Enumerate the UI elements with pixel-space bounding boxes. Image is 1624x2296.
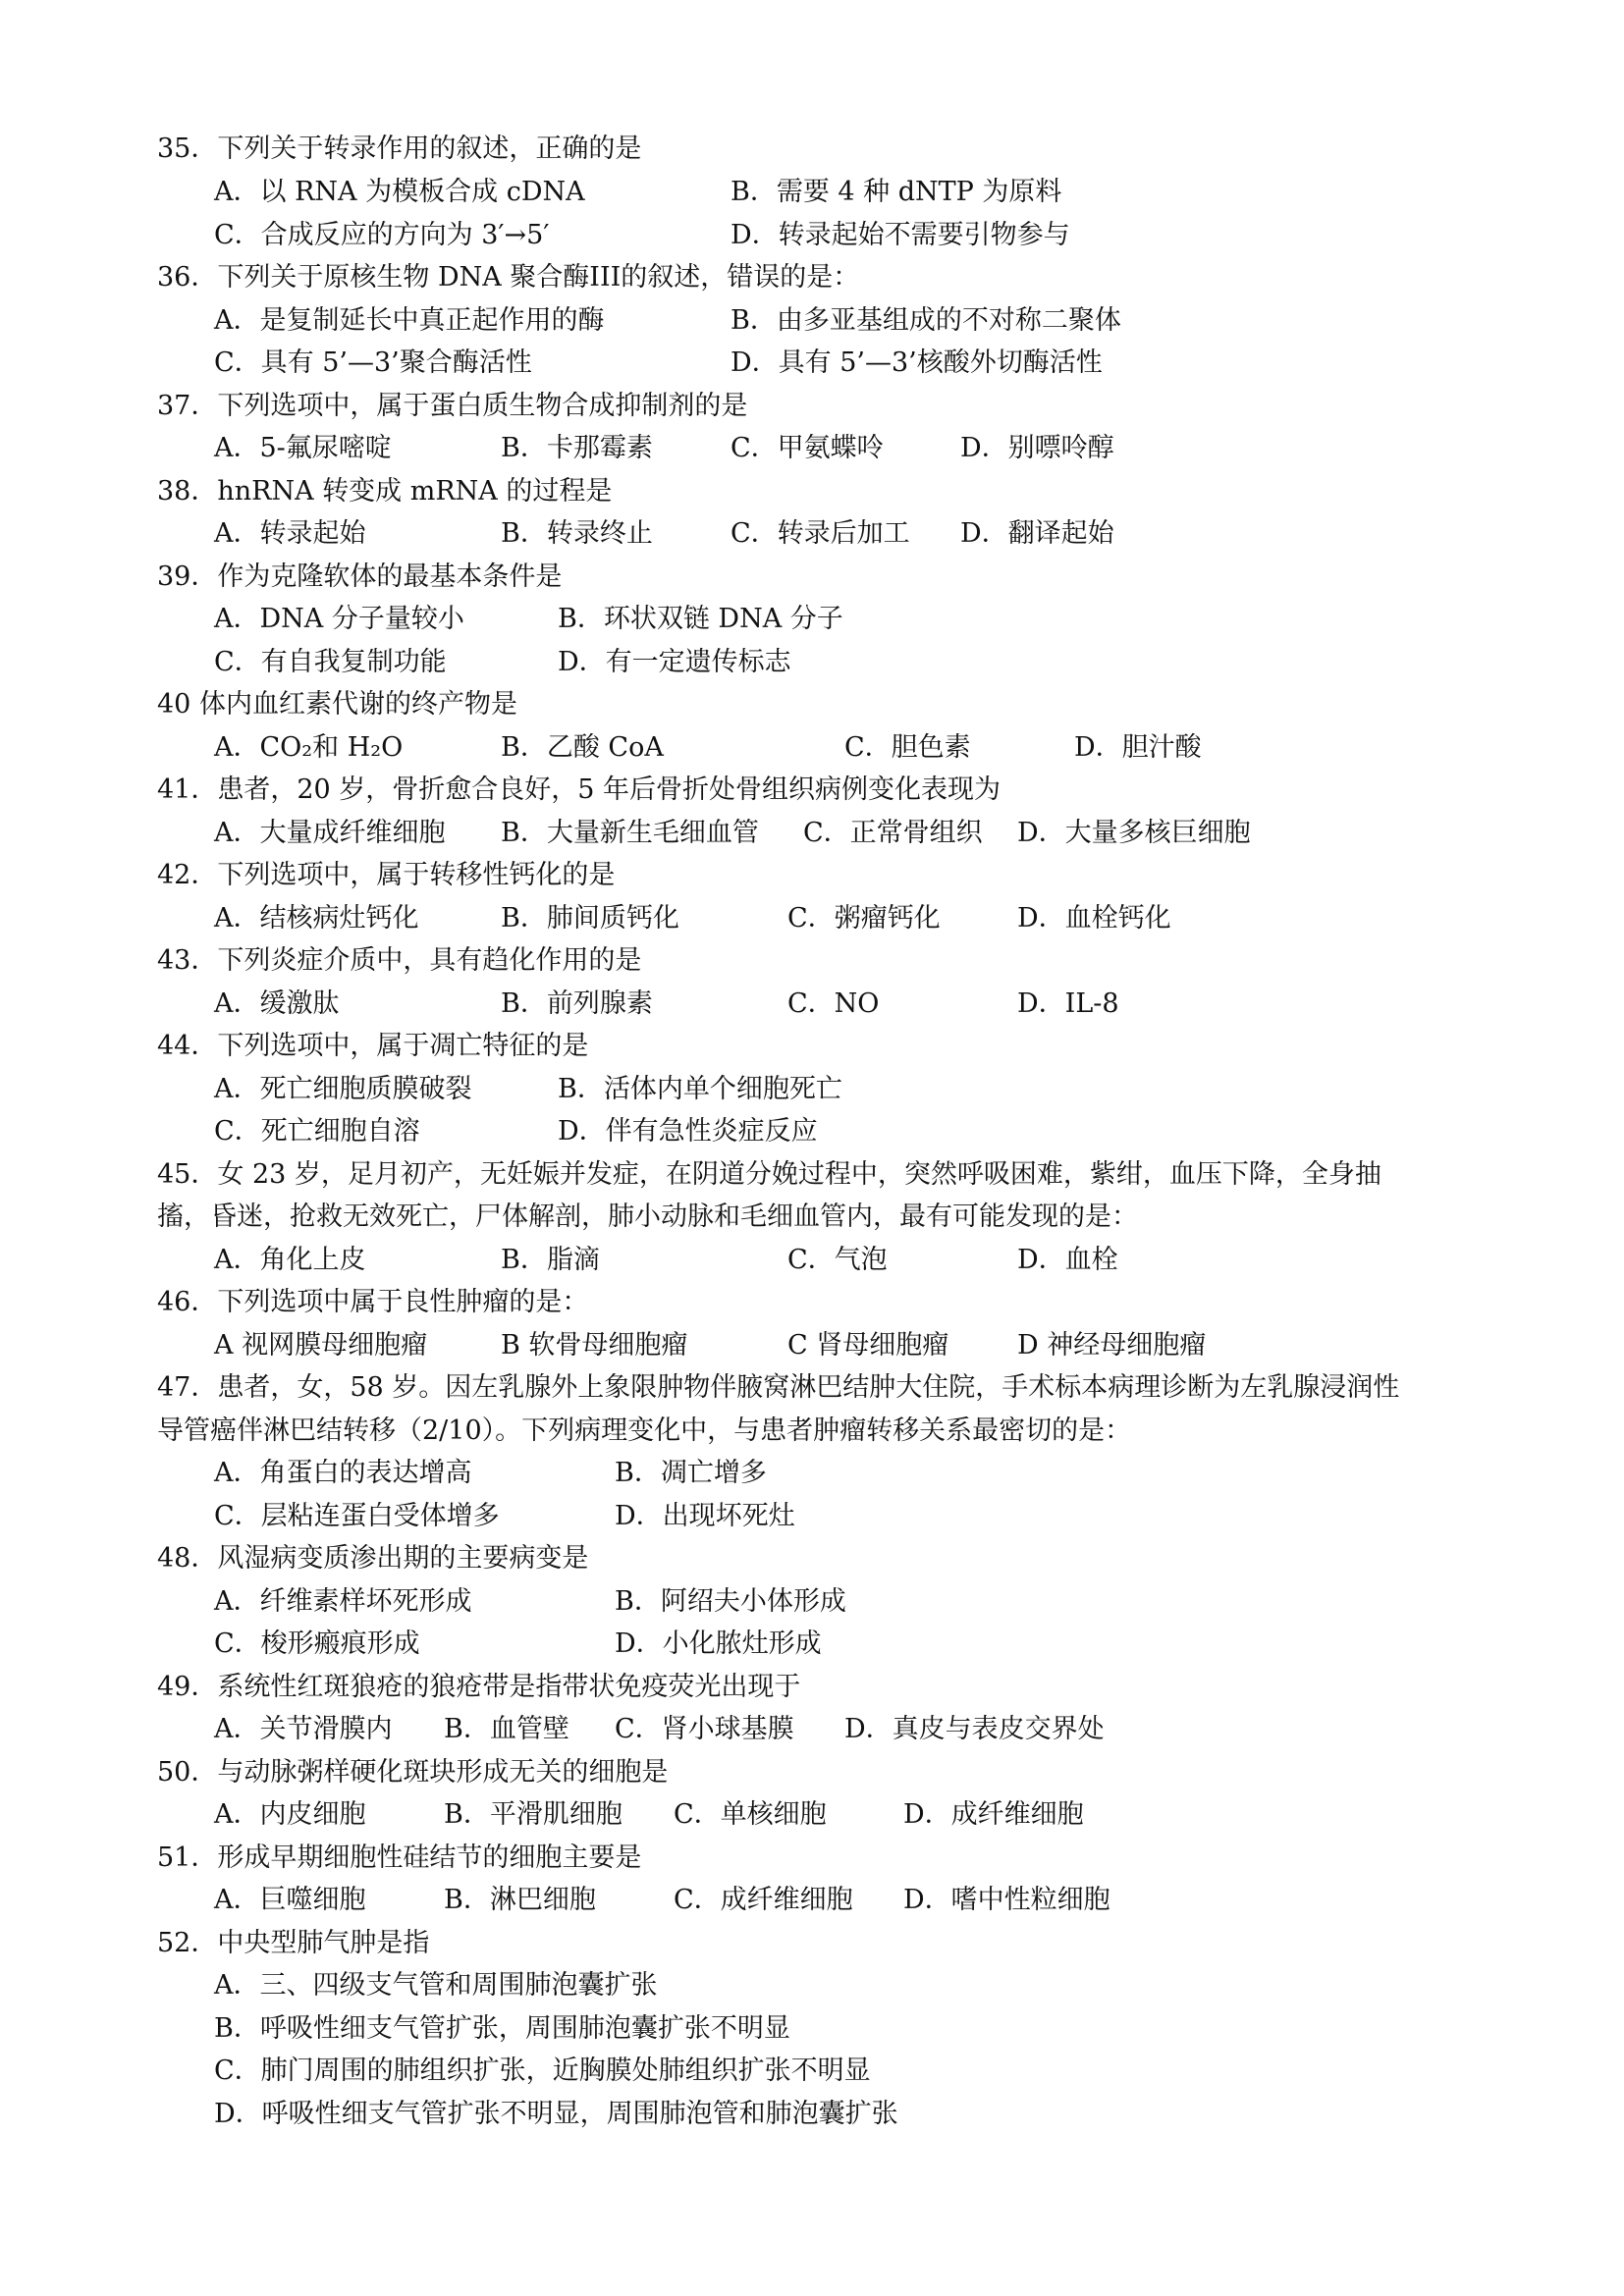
option: B．淋巴细胞: [444, 1885, 596, 1915]
option: C．转录后加工: [731, 518, 910, 549]
option: A．以 RNA 为模板合成 cDNA: [214, 177, 585, 207]
option: A．纤维素样坏死形成: [214, 1586, 472, 1617]
option: D．有一定遗传标志: [558, 647, 791, 677]
option-row: [0, 1793, 1624, 1837]
option: B．需要 4 种 dNTP 为原料: [731, 177, 1062, 207]
option: C．层粘连蛋白受体增多: [214, 1501, 500, 1531]
option-row: [0, 214, 1624, 257]
question-45-continued: [0, 1196, 1624, 1239]
option-row: [0, 342, 1624, 385]
option: A 视网膜母细胞瘤: [214, 1330, 428, 1361]
question-stem: 36．下列关于原核生物 DNA 聚合酶III的叙述，错误的是：: [157, 262, 860, 293]
question-35: [0, 128, 1624, 171]
option: D．真皮与表皮交界处: [844, 1714, 1105, 1744]
option: B．活体内单个细胞死亡: [558, 1074, 842, 1104]
question-52: [0, 1922, 1624, 1965]
option-row: [0, 598, 1624, 641]
option: B．卡那霉素: [501, 433, 653, 463]
option: C．有自我复制功能: [214, 647, 447, 677]
option: A．缓激肽: [214, 988, 340, 1019]
option-row: [0, 1239, 1624, 1282]
option: D．血栓: [1017, 1245, 1118, 1275]
question-stem: 41．患者，20 岁，骨折愈合良好，5 年后骨折处骨组织病例变化表现为: [157, 774, 1001, 805]
option-row: [0, 2007, 1624, 2051]
question-48: [0, 1537, 1624, 1580]
question-stem: 43．下列炎症介质中，具有趋化作用的是: [157, 945, 642, 976]
question-51: [0, 1837, 1624, 1880]
option-row: [0, 1580, 1624, 1624]
question-stem: 49．系统性红斑狼疮的狼疮带是指带状免疫荧光出现于: [157, 1672, 801, 1702]
question-stem: 51．形成早期细胞性硅结节的细胞主要是: [157, 1842, 642, 1873]
option: D．伴有急性炎症反应: [558, 1116, 818, 1147]
option-row: [0, 1964, 1624, 2007]
option-row: [0, 812, 1624, 855]
option: C．NO: [787, 988, 880, 1019]
option: D．翻译起始: [960, 518, 1114, 549]
option: C．死亡细胞自溶: [214, 1116, 420, 1147]
option-row: [0, 897, 1624, 940]
option-row: [0, 641, 1624, 684]
question-41: [0, 769, 1624, 812]
option: D．呼吸性细支气管扩张不明显，周围肺泡管和肺泡囊扩张: [214, 2099, 898, 2129]
option-row: [0, 726, 1624, 770]
option: B．血管壁: [444, 1714, 569, 1744]
question-46: [0, 1281, 1624, 1324]
option: C．正常骨组织: [803, 818, 983, 848]
option: D．血栓钙化: [1017, 903, 1171, 934]
question-43: [0, 939, 1624, 983]
option: A．角蛋白的表达增高: [214, 1458, 472, 1488]
option: C．成纤维细胞: [674, 1885, 853, 1915]
option: A．DNA 分子量较小: [214, 604, 464, 634]
question-50: [0, 1751, 1624, 1794]
option: C．梭形瘢痕形成: [214, 1629, 420, 1659]
option: D．IL-8: [1017, 988, 1119, 1019]
question-39: [0, 556, 1624, 599]
question-44: [0, 1025, 1624, 1068]
option: D．大量多核巨细胞: [1017, 818, 1251, 848]
option-row: [0, 1623, 1624, 1666]
option: B．前列腺素: [501, 988, 653, 1019]
question-stem: 50．与动脉粥样硬化斑块形成无关的细胞是: [157, 1757, 669, 1788]
option-row: [0, 299, 1624, 343]
option: C 肾母细胞瘤: [787, 1330, 949, 1361]
option: A．结核病灶钙化: [214, 903, 419, 934]
option: D．别嘌呤醇: [960, 433, 1114, 463]
option: C．合成反应的方向为 3′→5′: [214, 220, 550, 250]
option: D 神经母细胞瘤: [1017, 1330, 1207, 1361]
option-row: [0, 1110, 1624, 1153]
option: C．粥瘤钙化: [787, 903, 941, 934]
option-row: [0, 1879, 1624, 1922]
option: C．单核细胞: [674, 1799, 827, 1830]
option: C．甲氨蝶呤: [731, 433, 884, 463]
option: B．凋亡增多: [615, 1458, 767, 1488]
option: A．关节滑膜内: [214, 1714, 393, 1744]
question-stem: 46．下列选项中属于良性肿瘤的是：: [157, 1287, 589, 1317]
option: C．胆色素: [844, 732, 971, 763]
question-stem: 38．hnRNA 转变成 mRNA 的过程是: [157, 476, 613, 507]
option: D．出现坏死灶: [615, 1501, 795, 1531]
option: D．胆汁酸: [1074, 732, 1202, 763]
question-stem: 52．中央型肺气肿是指: [157, 1928, 430, 1958]
question-stem-line: 导管癌伴淋巴结转移（2/10）。下列病理变化中，与患者肿瘤转移关系最密切的是：: [157, 1415, 1132, 1446]
question-37: [0, 385, 1624, 428]
question-stem-line: 搐，昏迷，抢救无效死亡，尸体解剖，肺小动脉和毛细血管内，最有可能发现的是：: [157, 1201, 1138, 1232]
question-36: [0, 256, 1624, 299]
option: B．平滑肌细胞: [444, 1799, 623, 1830]
option: A．CO₂和 H₂O: [214, 732, 404, 763]
option-row: [0, 1708, 1624, 1751]
option-row: [0, 1324, 1624, 1367]
option: D．转录起始不需要引物参与: [731, 220, 1070, 250]
question-stem: 37．下列选项中，属于蛋白质生物合成抑制剂的是: [157, 391, 748, 421]
option: A．三、四级支气管和周围肺泡囊扩张: [214, 1970, 658, 2001]
option: A．内皮细胞: [214, 1799, 366, 1830]
option: B．乙酸 CoA: [501, 732, 664, 763]
option: C．气泡: [787, 1245, 888, 1275]
question-42: [0, 854, 1624, 897]
option-row: [0, 512, 1624, 556]
option: B 软骨母细胞瘤: [501, 1330, 688, 1361]
option: A．角化上皮: [214, 1245, 366, 1275]
option: C．肾小球基膜: [615, 1714, 794, 1744]
option: B．脂滴: [501, 1245, 600, 1275]
option: A．是复制延长中真正起作用的酶: [214, 305, 605, 336]
option: A．转录起始: [214, 518, 366, 549]
option: B．由多亚基组成的不对称二聚体: [731, 305, 1121, 336]
option: A．5-氟尿嘧啶: [214, 433, 392, 463]
option-row: [0, 2093, 1624, 2136]
option-row: [0, 171, 1624, 214]
question-stem: 42．下列选项中，属于转移性钙化的是: [157, 860, 616, 890]
option: B．呼吸性细支气管扩张，周围肺泡囊扩张不明显: [214, 2013, 790, 2044]
question-stem: 35．下列关于转录作用的叙述，正确的是: [157, 133, 642, 164]
option: B．肺间质钙化: [501, 903, 679, 934]
question-47-continued: [0, 1410, 1624, 1453]
question-stem: 44．下列选项中，属于凋亡特征的是: [157, 1031, 589, 1061]
option: C．具有 5’—3’聚合酶活性: [214, 347, 532, 378]
option-row: [0, 427, 1624, 470]
question-stem: 40 体内血红素代谢的终产物是: [157, 689, 517, 720]
question-47: [0, 1366, 1624, 1410]
question-45: [0, 1153, 1624, 1197]
option-row: [0, 2050, 1624, 2093]
option: D．嗜中性粒细胞: [903, 1885, 1110, 1915]
question-stem-line: 45．女 23 岁，足月初产，无妊娠并发症，在阴道分娩过程中，突然呼吸困难，紫绀，血压下降，全身抽: [157, 1159, 1381, 1190]
option: A．死亡细胞质膜破裂: [214, 1074, 472, 1104]
option: D．小化脓灶形成: [615, 1629, 822, 1659]
option: D．具有 5’—3’核酸外切酶活性: [731, 347, 1103, 378]
option: B．大量新生毛细血管: [501, 818, 759, 848]
option: C．肺门周围的肺组织扩张，近胸膜处肺组织扩张不明显: [214, 2056, 871, 2086]
option: B．阿绍夫小体形成: [615, 1586, 846, 1617]
question-stem: 48．风湿病变质渗出期的主要病变是: [157, 1543, 589, 1574]
question-stem-line: 47．患者，女，58 岁。因左乳腺外上象限肿物伴腋窝淋巴结肿大住院，手术标本病理诊断为左乳腺浸润性: [157, 1372, 1400, 1403]
option-row: [0, 1452, 1624, 1495]
question-40: [0, 683, 1624, 726]
question-stem: 39．作为克隆软体的最基本条件是: [157, 561, 563, 592]
question-38: [0, 470, 1624, 513]
option-row: [0, 983, 1624, 1026]
option-row: [0, 1068, 1624, 1111]
option: D．成纤维细胞: [903, 1799, 1084, 1830]
option: B．环状双链 DNA 分子: [558, 604, 843, 634]
question-49: [0, 1666, 1624, 1709]
option: A．大量成纤维细胞: [214, 818, 446, 848]
option-row: [0, 1495, 1624, 1538]
option: A．巨噬细胞: [214, 1885, 366, 1915]
option: B．转录终止: [501, 518, 653, 549]
